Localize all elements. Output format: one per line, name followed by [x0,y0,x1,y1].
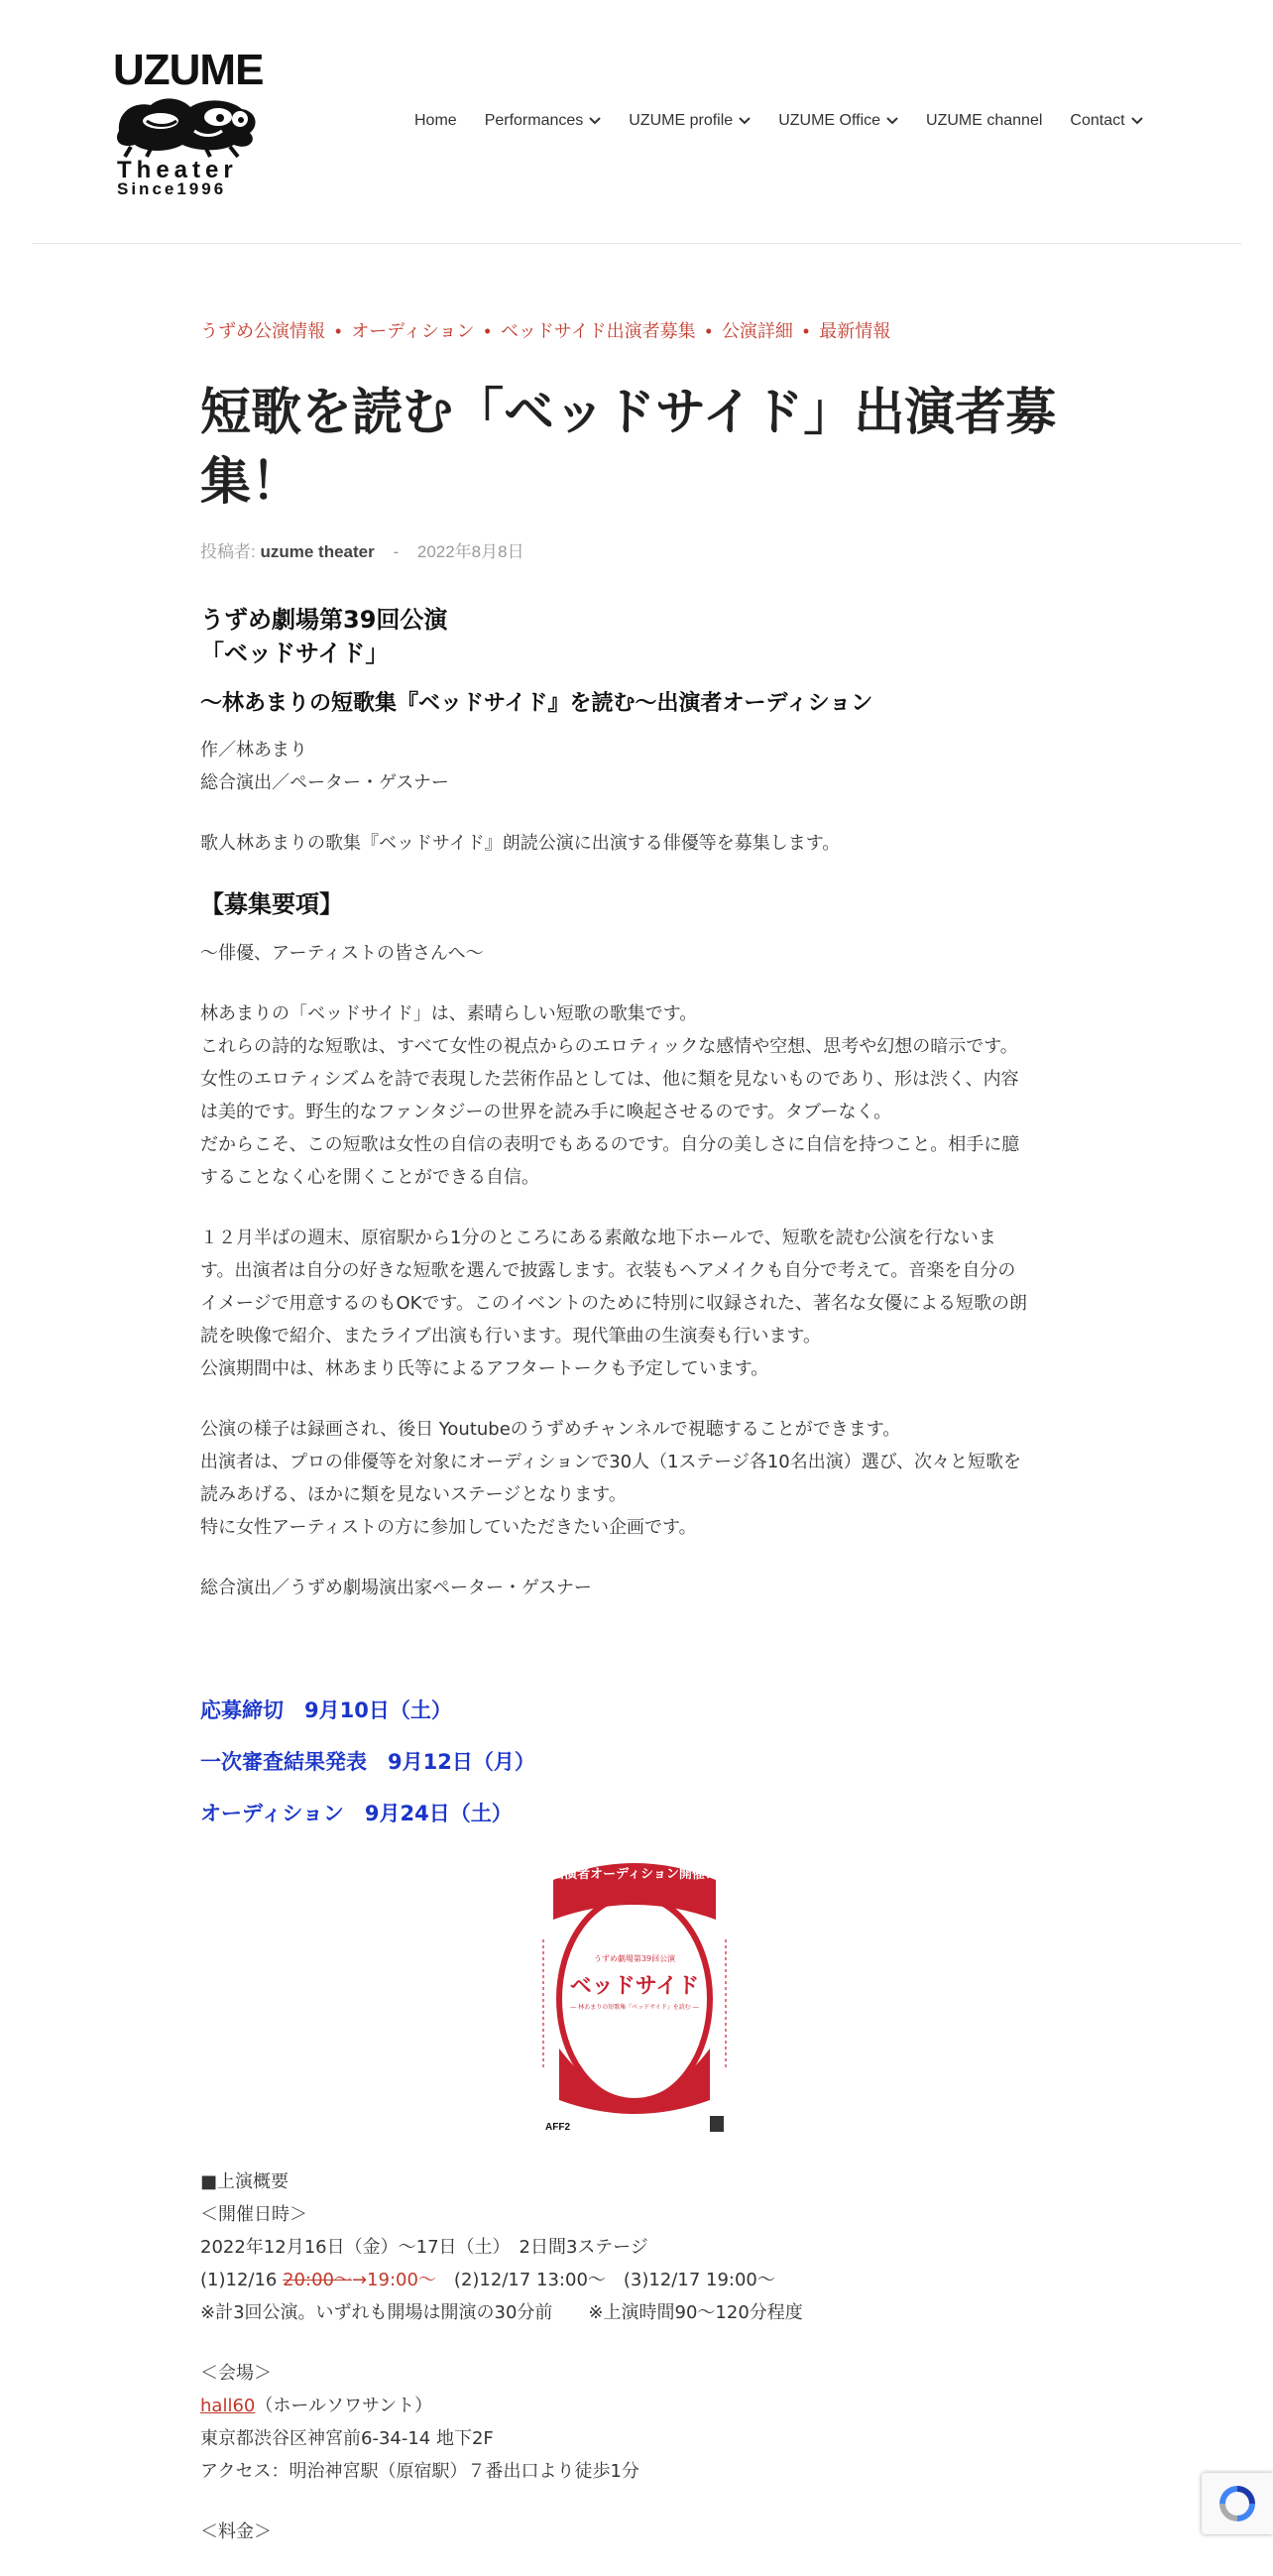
schedule-note: ※計3回公演。いずれも開場は開演の30分前 ※上演時間90～120分程度 [200,2302,803,2323]
director-paragraph [200,1572,1073,1604]
post-meta [200,537,1073,565]
venue-block [200,2357,1073,2488]
logo-title: UZUME [113,46,264,94]
post-date[interactable]: 2022年8月8日 [416,542,524,561]
post-author[interactable]: uzume theater [260,542,375,561]
post-title: 短歌を読む「ベッドサイド」出演者募集！ [200,384,1057,512]
venue-link[interactable]: hall60 [200,2396,256,2416]
paragraph-3 [200,1413,1073,1544]
venue-address: 東京都渋谷区神宮前6-34-14 地下2F [200,2428,494,2449]
paragraph-line: 公演の様子は録画され、後日 Youtubeのうずめチャンネルで視聴することができます。 [200,1419,901,1440]
director-line: 総合演出／うずめ劇場演出家ペーター・ゲスナー [200,1578,592,1598]
site-header [0,0,1273,244]
venue-label: ＜会場＞ [200,2363,272,2384]
paragraph-line: は美的です。野生的なファンタジーの世界を読み手に喚起させるのです。タブーなく。 [200,1102,892,1122]
schedule-dates-label: ＜開催日時＞ [200,2204,307,2225]
nav-uzume-channel[interactable] [926,112,1042,130]
logo-subtitle-since: Since1996 [117,179,227,198]
header-divider [32,243,1241,244]
poster-banner: 出演者オーディション開催！ [551,1867,718,1882]
series-line: うずめ劇場第39回公演 [200,606,448,634]
paragraph-line: 特に女性アーティストの方に参加していただきたい企画です。 [200,1517,697,1538]
recaptcha-icon [1215,2482,1259,2525]
paragraph-line: これらの詩的な短歌は、すべて女性の視点からのエロティックな感情や空想、思考や幻想の暗示です。 [200,1036,1018,1057]
paragraph-line: 読みあげる、ほかに類を見ないステージとなります。 [200,1484,627,1505]
perf1-new-time: →19:00～ [351,2270,436,2290]
intro-paragraph [200,827,1073,860]
nav-performances[interactable] [485,112,602,130]
nav-label: Home [414,112,457,129]
logo-creature-icon [111,91,260,159]
to-artists-text: ～俳優、アーティストの皆さんへ～ [200,943,484,964]
chevron-down-icon [589,117,601,125]
to-artists-paragraph [200,937,1073,970]
paragraph-line: 読を映像で紹介、またライブ出演も行います。現代筆曲の生演奏も行います。 [200,1326,822,1347]
poster-series: うずめ劇場第39回公演 [593,1954,676,1963]
venue-name-line [200,2390,1073,2422]
paragraph-line: １２月半ばの週末、原宿駅から1分のところにある素敵な地下ホールで、短歌を読む公演を行ないま [200,1228,996,1248]
nav-label: Contact [1070,112,1125,129]
paragraph-line: イメージで用意するのもOKです。このイベントのために特別に収録された、著名な女優による短歌の朗 [200,1293,1027,1314]
paragraph-1 [200,997,1073,1194]
nav-home[interactable] [414,112,457,130]
category-link[interactable]: ベッドサイド出演者募集 [500,321,696,341]
schedule-performances [200,2264,1073,2296]
deadline-first-results: 一次審査結果発表 9月12日（月） [200,1750,535,1774]
perf2-3-times: (2)12/17 13:00～ (3)12/17 19:00～ [435,2270,775,2290]
schedule-overview: ■上演概要 [200,2171,289,2192]
category-link[interactable]: うずめ公演情報 [200,321,325,341]
nav-uzume-office[interactable] [778,112,898,130]
paragraph-line: 女性のエロティシズムを詩で表現した芸術作品としては、他に類を見ないものであり、形は渋く、内容 [200,1069,1019,1090]
paragraph-2 [200,1222,1073,1385]
chevron-down-icon [886,117,898,125]
poster-subtitle: ― 林あまりの短歌集『ベッドサイド』を読む ― [570,2004,699,2011]
series-heading [200,603,1073,670]
nav-label: UZUME channel [926,112,1043,129]
audition-subtitle: ～林あまりの短歌集『ベッドサイド』を読む～出演者オーディション [200,691,873,716]
nav-contact[interactable] [1070,112,1142,130]
nav-label: Performances [484,112,584,129]
perf1-prefix: (1)12/16 [200,2270,284,2290]
logo-subtitle-theater: Theater [117,157,238,183]
venue-name: （ホールソワサント） [255,2396,433,2416]
category-list: うずめ公演情報 • オーディション • ベッドサイド出演者募集 • 公演詳細 • 最新情報 [200,321,891,341]
category-link[interactable]: 最新情報 [819,321,891,341]
paragraph-line: 出演者は、プロの俳優等を対象にオーディションで30人（1ステージ各10名出演）選び、次々と短歌を [200,1452,1022,1472]
intro-text: 歌人林あまりの歌集『ベッドサイド』朗読公演に出演する俳優等を募集します。 [200,833,841,854]
deadline-audition: オーディション 9月24日（土） [200,1802,513,1825]
audition-poster[interactable] [535,1850,734,2138]
schedule-dates: 2022年12月16日（金）～17日（土） 2日間3ステージ [200,2237,648,2258]
credit-line: 総合演出／ペーター・ゲスナー [200,772,449,793]
recaptcha-badge[interactable] [1202,2473,1273,2534]
post-content [200,317,1073,2576]
paragraph-line: 公演期間中は、林あまり氏等によるアフタートークも予定しています。 [200,1358,769,1379]
category-link[interactable]: オーディション [351,321,475,341]
posted-by-label: 投稿者: [200,542,256,561]
chevron-down-icon [1131,117,1143,125]
schedule-block [200,2166,1073,2329]
series-line: 「ベッドサイド」 [200,640,390,667]
site-logo[interactable] [111,46,264,198]
venue-access: アクセス：明治神宮駅（原宿駅）７番出口より徒歩1分 [200,2461,639,2482]
chevron-down-icon [739,117,751,125]
paragraph-line: 林あまりの「ベッドサイド」は、素晴らしい短歌の歌集です。 [200,1003,698,1024]
nav-uzume-profile[interactable] [629,112,751,130]
nav-label: UZUME Office [778,112,881,129]
poster-container [200,1850,1073,2144]
paragraph-line: す。出演者は自分の好きな短歌を選んで披露します。衣装もヘアメイクも自分で考えて。音楽を自分の [200,1260,1016,1281]
meta-separator: - [393,542,400,561]
fee-block [200,2516,1073,2548]
fee-label: ＜料金＞ [200,2521,272,2542]
poster-logo-left: AFF2 [545,2122,570,2133]
section-heading: 【募集要項】 [200,890,343,918]
perf1-old-time: 20:00～ [283,2270,352,2290]
deadline-application: 応募締切 9月10日（土） [200,1698,452,1722]
main-nav [414,109,1171,133]
credits [200,734,1073,799]
nav-label: UZUME profile [629,112,734,129]
poster-title: ベッドサイド [569,1973,700,1999]
credit-line: 作／林あまり [200,740,307,761]
paragraph-line: することなく心を開くことができる自信。 [200,1167,539,1188]
category-link[interactable]: 公演詳細 [721,321,793,341]
paragraph-line: だからこそ、この短歌は女性の自信の表明でもあるのです。自分の美しさに自信を持つこと。相手に臆 [200,1134,1020,1155]
